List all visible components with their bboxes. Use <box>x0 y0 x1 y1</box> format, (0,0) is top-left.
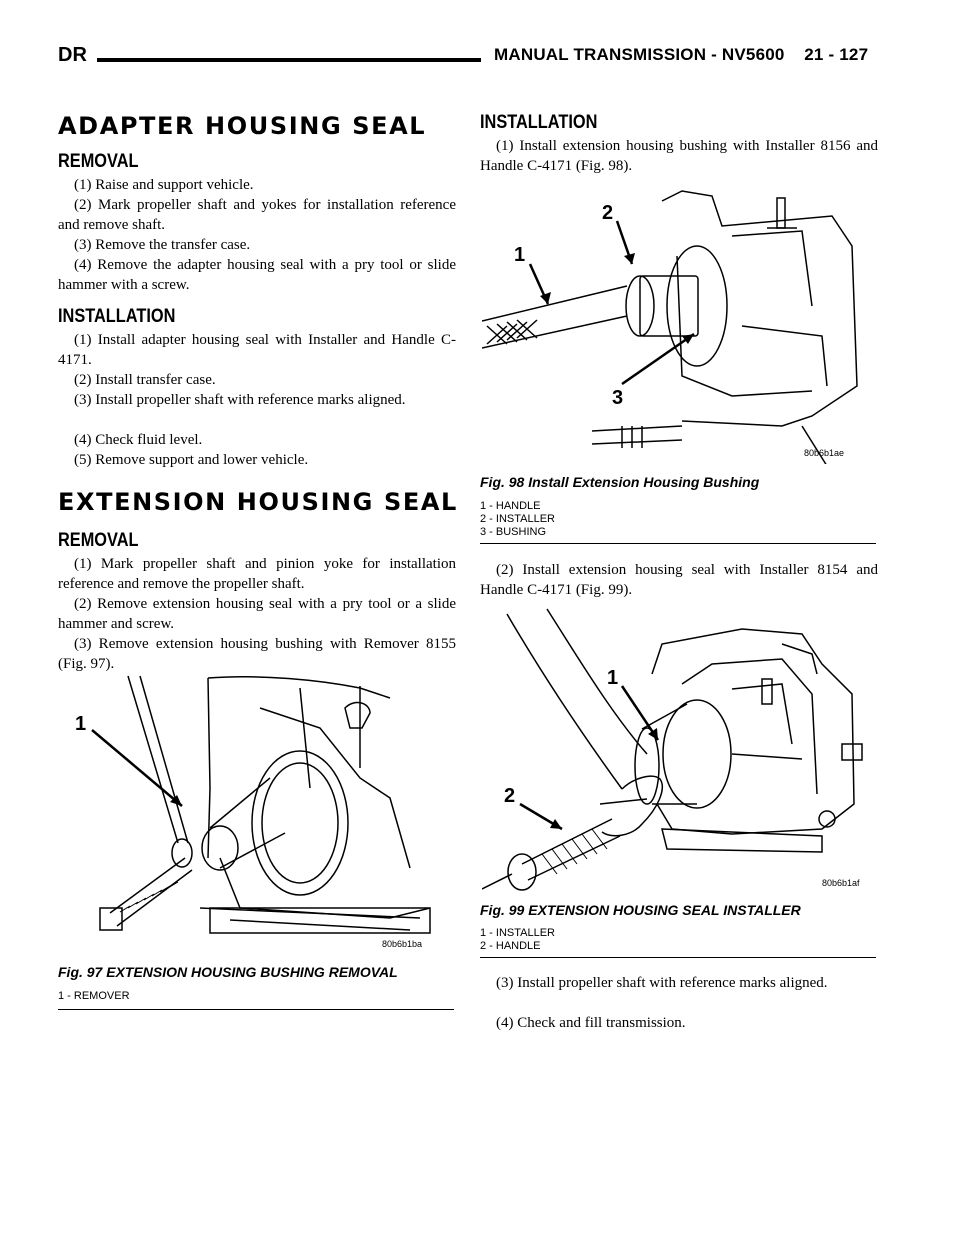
fig98-callout-1: 1 <box>514 244 526 266</box>
install2-step-1: (1) Install extension housing bushing with Installer 8156 and Handle C-4171 (Fig. 98). <box>480 138 878 174</box>
fig98-code: 80b6b1ae <box>804 448 845 458</box>
header-title: MANUAL TRANSMISSION - NV5600 21 - 127 <box>494 45 869 64</box>
fig98-legend-1: 1 - HANDLE <box>480 500 541 512</box>
removal-step-3: (3) Remove the transfer case. <box>74 237 251 253</box>
fig99-code: 80b6b1af <box>822 878 860 888</box>
fig99-legend-1: 1 - INSTALLER <box>480 927 555 939</box>
fig99-caption: Fig. 99 EXTENSION HOUSING SEAL INSTALLER <box>480 902 801 918</box>
fig98-illustration <box>482 186 878 464</box>
fig97-rule <box>58 1009 454 1010</box>
install2-step-4: (4) Check and fill transmission. <box>496 1015 686 1031</box>
fig99-rule <box>480 957 876 958</box>
fig97-caption: Fig. 97 EXTENSION HOUSING BUSHING REMOVAL <box>58 964 398 980</box>
header-section-code: DR <box>58 44 87 66</box>
heading-extension-housing-seal: EXTENSION HOUSING SEAL <box>58 488 458 516</box>
fig99-legend-2: 2 - HANDLE <box>480 940 541 952</box>
removal-step-2: (2) Mark propeller shaft and yokes for installation reference and remove shaft. <box>58 197 456 233</box>
fig98-callout-3: 3 <box>612 387 624 409</box>
fig99-illustration <box>482 604 878 894</box>
install-step-4: (4) Check fluid level. <box>74 432 203 448</box>
install-step-2: (2) Install transfer case. <box>74 372 216 388</box>
removal2-step-3: (3) Remove extension housing bushing with Remover 8155 (Fig. 97). <box>58 636 456 672</box>
install2-step-3: (3) Install propeller shaft with reference marks aligned. <box>496 975 828 991</box>
fig99-callout-1: 1 <box>607 667 619 689</box>
removal2-step-1: (1) Mark propeller shaft and pinion yoke for installation reference and remove the propeller shaft. <box>58 556 456 592</box>
fig98-callout-2: 2 <box>602 202 614 224</box>
removal2-step-2: (2) Remove extension housing seal with a pry tool or a slide hammer and screw. <box>58 596 456 632</box>
fig97-illustration <box>60 668 456 956</box>
install-step-5: (5) Remove support and lower vehicle. <box>74 452 309 468</box>
removal-step-1: (1) Raise and support vehicle. <box>74 177 254 193</box>
install-step-1: (1) Install adapter housing seal with Installer and Handle C-4171. <box>58 332 456 368</box>
fig98-rule <box>480 543 876 544</box>
fig99-callout-2: 2 <box>504 785 516 807</box>
fig97-code: 80b6b1ba <box>382 939 423 949</box>
heading-installation-2: INSTALLATION <box>480 112 598 133</box>
install2-step-2: (2) Install extension housing seal with Installer 8154 and Handle C-4171 (Fig. 99). <box>480 562 878 598</box>
header-rule <box>97 58 481 62</box>
fig98-legend-3: 3 - BUSHING <box>480 526 547 538</box>
fig98-caption: Fig. 98 Install Extension Housing Bushing <box>480 474 760 490</box>
removal-step-4: (4) Remove the adapter housing seal with a pry tool or slide hammer with a screw. <box>58 257 456 293</box>
fig97-legend-1: 1 - REMOVER <box>58 990 130 1002</box>
heading-adapter-housing-seal: ADAPTER HOUSING SEAL <box>58 112 427 140</box>
fig98-legend-2: 2 - INSTALLER <box>480 513 555 525</box>
heading-removal: REMOVAL <box>58 151 139 172</box>
install-step-3: (3) Install propeller shaft with reference marks aligned. <box>74 392 406 408</box>
fig97-callout-1: 1 <box>75 713 87 735</box>
heading-installation: INSTALLATION <box>58 306 176 327</box>
heading-removal-2: REMOVAL <box>58 530 139 551</box>
